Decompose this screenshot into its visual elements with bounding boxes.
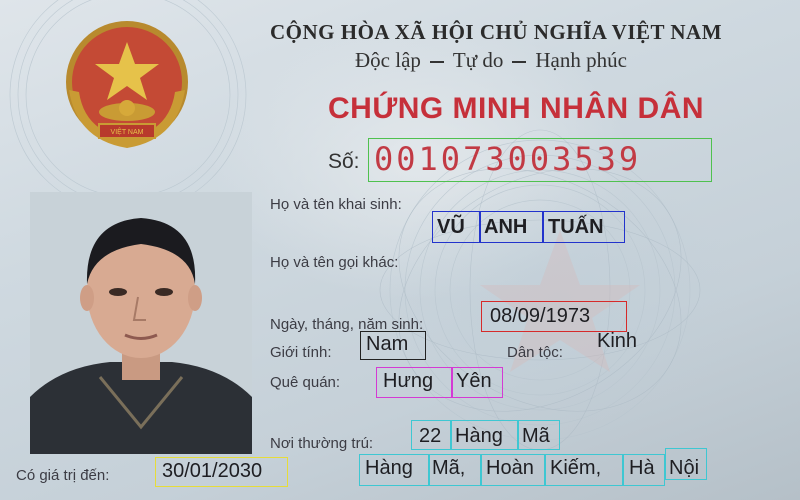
dob-label: Ngày, tháng, năm sinh: <box>270 316 424 333</box>
motto-happiness: Hạnh phúc <box>535 48 627 72</box>
motto-dash <box>430 61 444 63</box>
id-number: 001073003539 <box>374 140 642 178</box>
ethnicity-label: Dân tộc: <box>507 344 563 361</box>
sex-label: Giới tính: <box>270 344 332 361</box>
ethnicity-value: Kinh <box>597 330 638 352</box>
residence-line1-word-3-box <box>518 420 560 450</box>
motto-independence: Độc lập <box>355 48 421 72</box>
residence-line2-word-4: Kiếm, <box>550 457 602 479</box>
name-label: Họ và tên khai sinh: <box>270 196 402 213</box>
residence-line2-word-3: Hoàn <box>486 457 534 479</box>
residence-line2-word-6-box <box>665 448 707 480</box>
dob-box <box>481 301 627 332</box>
motto-dash <box>512 61 526 63</box>
residence-line2-word-2: Mã, <box>432 457 466 479</box>
sex-box <box>360 331 426 360</box>
residence-line2-word-1: Hàng <box>365 457 413 479</box>
dob-value: 08/09/1973 <box>490 305 591 327</box>
id-number-box <box>368 138 712 182</box>
residence-line2-word-6: Nội <box>669 457 700 479</box>
expiry-value: 30/01/2030 <box>162 460 263 482</box>
name-word-3-box <box>543 211 625 243</box>
country-header: CỘNG HÒA XÃ HỘI CHỦ NGHĨA VIỆT NAM <box>270 20 723 44</box>
hometown-word-1-box <box>376 367 452 398</box>
residence-line1-word-3: Mã <box>522 425 550 447</box>
portrait-photo <box>30 192 252 454</box>
name-word-2-box <box>480 211 543 243</box>
other-name-label: Họ và tên gọi khác: <box>270 254 399 271</box>
expiry-label: Có giá trị đến: <box>16 467 110 484</box>
name-word-2: ANH <box>484 216 528 238</box>
sex-value: Nam <box>366 333 409 355</box>
residence-line1-word-1: 22 <box>419 425 442 447</box>
motto-freedom: Tự do <box>452 48 504 72</box>
expiry-box <box>155 457 288 487</box>
national-emblem-icon <box>55 20 200 160</box>
hometown-word-2: Yên <box>456 370 492 392</box>
residence-line2-word-5-box <box>623 454 665 486</box>
hometown-word-1: Hưng <box>383 370 434 392</box>
svg-text:VIỆT NAM: VIỆT NAM <box>110 129 144 136</box>
residence-line1-word-2-box <box>451 420 518 450</box>
residence-line2-word-5: Hà <box>629 457 655 479</box>
name-word-1-box <box>432 211 480 243</box>
name-word-3: TUẤN <box>548 216 604 238</box>
residence-line1-word-2: Hàng <box>455 425 503 447</box>
hometown-label: Quê quán: <box>270 374 341 391</box>
residence-label: Nơi thường trú: <box>270 435 374 452</box>
residence-line1-word-1-box <box>411 420 451 450</box>
hometown-word-2-box <box>452 367 503 398</box>
number-label: Số: <box>328 150 360 173</box>
residence-line2-word-2-box <box>429 454 481 486</box>
residence-line2-word-4-box <box>545 454 623 486</box>
name-word-1: VŨ <box>437 216 465 238</box>
residence-line2-word-3-box <box>481 454 545 486</box>
motto <box>355 48 627 73</box>
card-title: CHỨNG MINH NHÂN DÂN <box>328 92 705 125</box>
residence-line2-word-1-box <box>359 454 429 486</box>
